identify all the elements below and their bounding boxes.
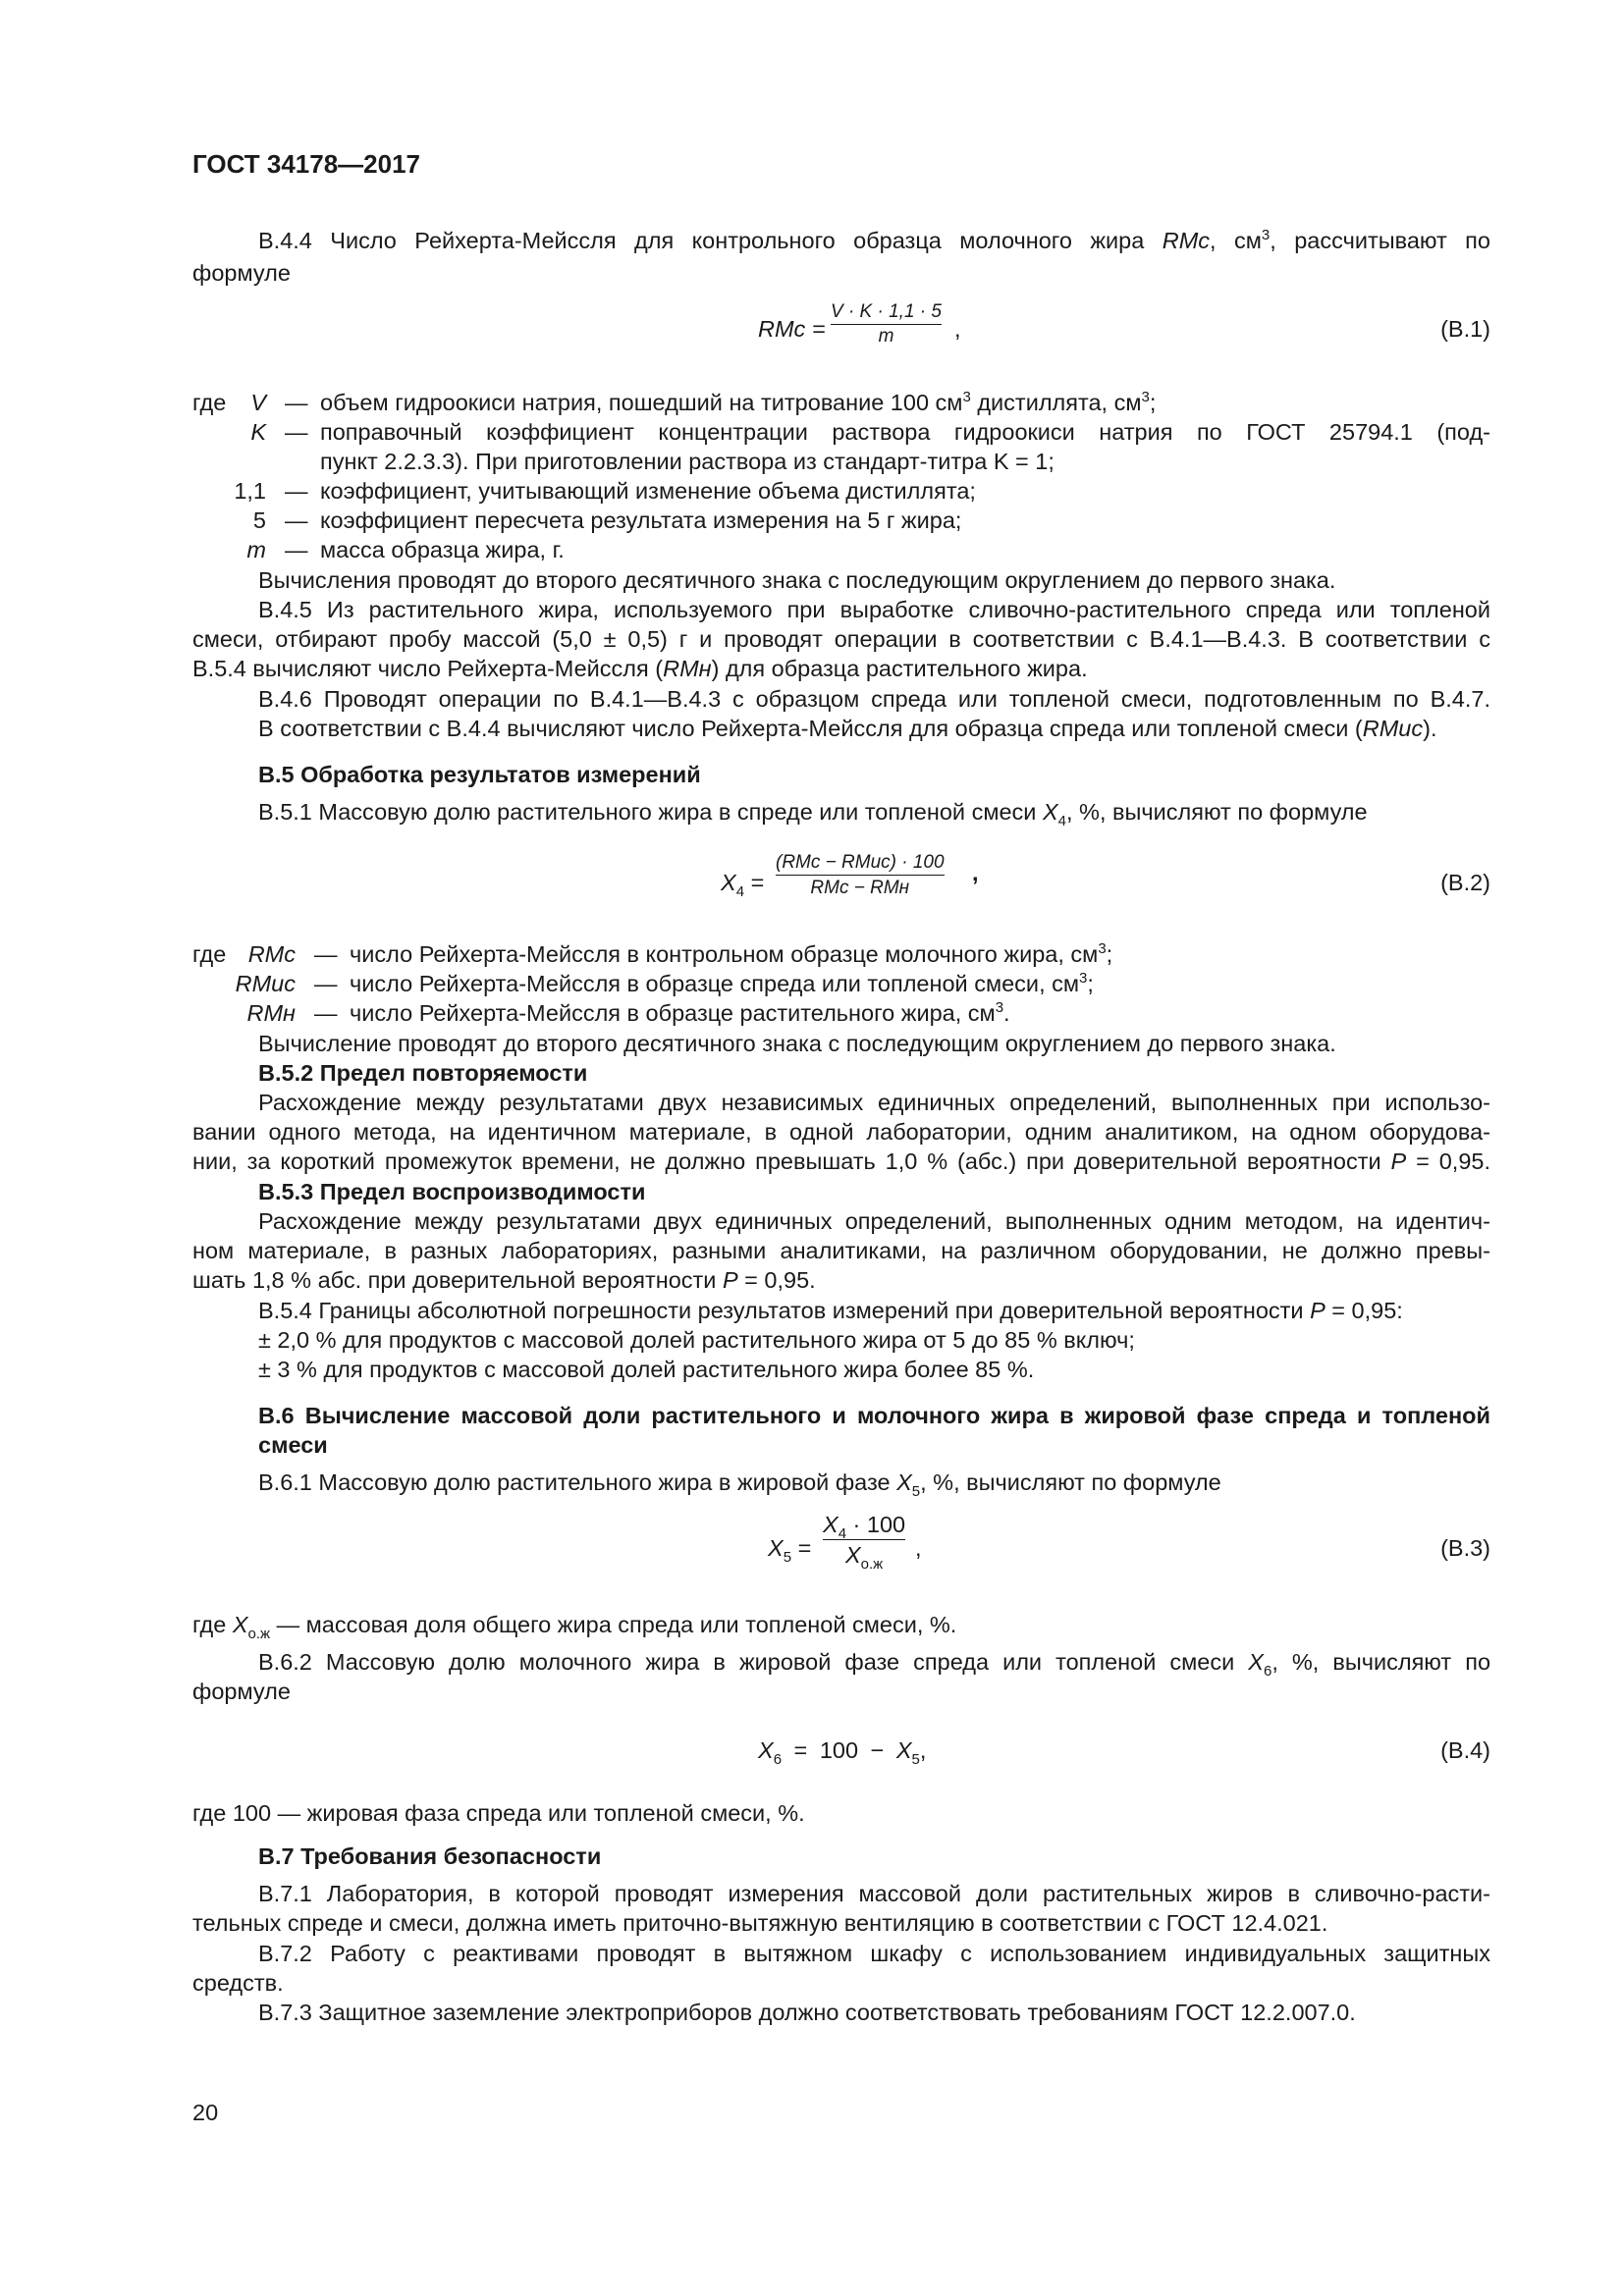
where-label: где (192, 390, 227, 415)
paragraph-b45-line3: В.5.4 вычисляют число Рейхерта-Мейссля (RMн) для образца растительного жира. (192, 656, 1088, 681)
paragraph-b62-line1: В.6.2 Массовую долю молочного жира в жировой фазе спреда или топленой смеси $X_6$, %, вычисляют по (258, 1649, 1491, 1680)
formula-b3-numerator: $X_4 \cdot 100$ (823, 1512, 906, 1542)
paragraph-b54-line2: ± 2,0 % для продуктов с массовой долей растительного жира от 5 до 85 % включ; (258, 1327, 1135, 1353)
page-number: 20 (192, 2100, 219, 2125)
paragraph-b44-line1: В.4.4 Число Рейхерта-Мейссля для контрольного образца молочного жира RMc, $см^3$, рассчитывают по (258, 227, 1490, 253)
paragraph-b52-line2: вании одного метода, на идентичном материале, в одной лаборатории, одним аналитиком, на одном оборудова- (192, 1119, 1490, 1145)
def4-symbol: 5 (252, 507, 266, 533)
paragraph-b72-line1: В.7.2 Работу с реактивами проводят в вытяжном шкафу с использованием индивидуальных защитных (258, 1941, 1490, 1966)
formula-b3-comma: , (915, 1535, 922, 1561)
formula-b2-lhs: $X_4$ = (721, 870, 765, 900)
paragraph-b46-line1: В.4.6 Проводят операции по В.4.1—В.4.3 с образцом спреда или топленой смеси, подготовленным по В.4.7. (258, 686, 1490, 712)
formula-b2-comma: , (972, 860, 979, 885)
paragraph-b44-line2: формуле (192, 260, 291, 286)
def-rmn-symbol: RMн (246, 1000, 296, 1026)
def3-text: коэффициент, учитывающий изменение объема дистиллята; (320, 478, 976, 504)
calc-note: Вычисления проводят до второго десятичного знака с последующим округлением до первого знака. (258, 567, 1336, 593)
def3-symbol: 1,1 (234, 478, 266, 504)
def-rmic-text: число Рейхерта-Мейссля в образце спреда или топленой смеси, $см^3$; (350, 970, 1094, 996)
formula-b2-number: (В.2) (1440, 870, 1490, 895)
def2-symbol: K (250, 419, 266, 445)
def4-dash: — (285, 507, 308, 533)
paragraph-b51: В.5.1 Массовую долю растительного жира в спреде или топленой смеси $X_4$, %, вычисляют по формуле (258, 799, 1368, 829)
def1-symbol: V (250, 390, 266, 415)
formula-b1-denominator: m (878, 326, 894, 347)
def2-text-cont: пункт 2.2.3.3). При приготовлении раствора из стандарт-титра K = 1; (320, 449, 1055, 474)
paragraph-b72-line2: средств. (192, 1970, 284, 1996)
formula-b1-fraction (831, 300, 942, 348)
def2-text: поправочный коэффициент концентрации раствора гидроокиси натрия по ГОСТ 25794.1 (под- (320, 419, 1490, 445)
heading-b7: В.7 Требования безопасности (258, 1843, 602, 1869)
paragraph-b61: В.6.1 Массовую долю растительного жира в жировой фазе $X_5$, %, вычисляют по формуле (258, 1469, 1221, 1500)
def-rmc-symbol: RMc (247, 941, 296, 967)
def1-dash: — (285, 390, 308, 415)
formula-b3-denominator: $X_{о.ж}$ (844, 1542, 884, 1573)
def5-symbol: m (246, 537, 266, 562)
def-xoz: где $X_{о.ж}$ — массовая доля общего жира спреда или топленой смеси, %. (192, 1612, 957, 1642)
formula-b3-lhs: $X_5$ = (768, 1535, 812, 1566)
formula-b3-number: (В.3) (1440, 1535, 1490, 1561)
def-100: где 100 — жировая фаза спреда или топленой смеси, %. (192, 1800, 805, 1826)
formula-b4-number: (В.4) (1440, 1737, 1490, 1763)
def2-dash: — (285, 419, 308, 445)
formula-b1-numerator: V · K · 1,1 · 5 (831, 301, 942, 322)
document-header: ГОСТ 34178—2017 (192, 149, 420, 179)
formula-b4: $X_6 = 100 - X_5$, (758, 1737, 927, 1768)
paragraph-b53-line2: ном материале, в разных лабораториях, разными аналитиками, на различном оборудовании, не должно превы- (192, 1238, 1490, 1263)
formula-b2-denominator: RMc − RMн (810, 878, 910, 898)
paragraph-b45-line1: В.4.5 Из растительного жира, используемого при выработке сливочно-растительного спреда или топленой (258, 597, 1490, 622)
paragraph-b52-line1: Расхождение между результатами двух независимых единичных определений, выполненных при использо- (258, 1090, 1490, 1115)
formula-b1-comma: , (954, 316, 961, 342)
def-rmc-dash: — (314, 941, 338, 967)
paragraph-b73: В.7.3 Защитное заземление электроприборов должно соответствовать требованиям ГОСТ 12.2.007.0. (258, 2000, 1356, 2025)
def1-text: объем гидроокиси натрия, пошедший на титрование 100 $см^3$ дистиллята, $см^3$; (320, 389, 1157, 415)
heading-b52: В.5.2 Предел повторяемости (258, 1060, 588, 1086)
heading-b5: В.5 Обработка результатов измерений (258, 762, 701, 787)
formula-b3-fraction (823, 1510, 906, 1573)
where-label-2: где (192, 941, 227, 967)
paragraph-b71-line2: тельных спреде и смеси, должна иметь приточно-вытяжную вентиляцию в соответствии с ГОСТ 12.4.021. (192, 1910, 1328, 1936)
def3-dash: — (285, 478, 308, 504)
heading-b6-line2: смеси (258, 1432, 328, 1458)
paragraph-b62-line2: формуле (192, 1679, 291, 1704)
heading-b6-line1: В.6 Вычисление массовой доли растительного и молочного жира в жировой фазе спреда и топленой (258, 1403, 1490, 1428)
paragraph-b71-line1: В.7.1 Лаборатория, в которой проводят измерения массовой доли растительных жиров в сливочно-расти- (258, 1881, 1490, 1906)
formula-b1-lhs: RMc = (758, 316, 826, 342)
def-rmic-dash: — (314, 971, 338, 996)
heading-b53: В.5.3 Предел воспроизводимости (258, 1179, 646, 1204)
formula-b2-numerator: (RMc − RMиc) · 100 (776, 852, 945, 873)
paragraph-b45-line2: смеси, отбирают пробу массой (5,0 ± 0,5) г и проводят операции в соответствии с В.4.1—В.4.3. В соответствии с (192, 626, 1490, 652)
formula-b2-fraction (776, 850, 945, 900)
paragraph-b52-line3: нии, за короткий промежуток времени, не должно превышать 1,0 % (абс.) при доверительной вероятности P = 0,95. (192, 1148, 1490, 1174)
def5-text: масса образца жира, г. (320, 537, 565, 562)
paragraph-b54-line3: ± 3 % для продуктов с массовой долей растительного жира более 85 %. (258, 1357, 1035, 1382)
def-rmc-text: число Рейхерта-Мейссля в контрольном образце молочного жира, $см^3$; (350, 940, 1113, 967)
paragraph-b46-line2: В соответствии с В.4.4 вычисляют число Рейхерта-Мейссля для образца спреда или топленой смеси (RMиc). (258, 716, 1437, 741)
def-rmn-text: число Рейхерта-Мейссля в образце растительного жира, $см^3$. (350, 999, 1010, 1026)
def5-dash: — (285, 537, 308, 562)
def-rmn-dash: — (314, 1000, 338, 1026)
def4-text: коэффициент пересчета результата измерения на 5 г жира; (320, 507, 962, 533)
paragraph-b53-line3: шать 1,8 % абс. при доверительной вероятности P = 0,95. (192, 1267, 816, 1293)
calc-note-2: Вычисление проводят до второго десятичного знака с последующим округлением до первого знака. (258, 1031, 1336, 1056)
def-rmic-symbol: RMиc (235, 971, 296, 996)
paragraph-b54-line1: В.5.4 Границы абсолютной погрешности результатов измерений при доверительной вероятности P = 0,95: (258, 1298, 1403, 1323)
paragraph-b53-line1: Расхождение между результатами двух единичных определений, выполненных одним методом, на идентич- (258, 1208, 1490, 1234)
formula-b1-number: (В.1) (1440, 316, 1490, 342)
